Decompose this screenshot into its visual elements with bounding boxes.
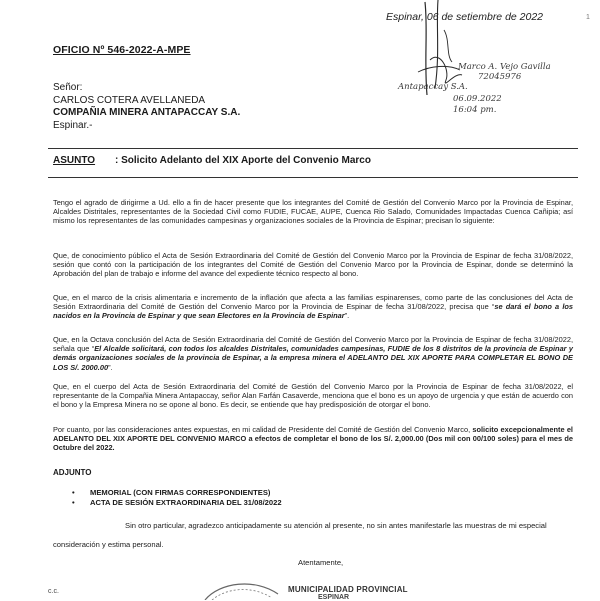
paragraph-crisis-end: ”. bbox=[344, 311, 350, 321]
paragraph-solicitud bbox=[53, 425, 573, 453]
greeting: Señor: bbox=[53, 82, 83, 93]
addressee-city: Espinar.- bbox=[53, 119, 93, 131]
adjunto-item-memorial: • MEMORIAL (CON FIRMAS CORRESPONDIENTES) bbox=[72, 488, 282, 498]
oficio-number: OFICIO Nº 546-2022-A-MPE bbox=[53, 44, 191, 56]
paragraph-crisis bbox=[53, 293, 573, 321]
addressee-company: COMPAÑIA MINERA ANTAPACCAY S.A. bbox=[53, 107, 241, 118]
paragraph-octava bbox=[53, 335, 573, 372]
subject-line bbox=[53, 155, 573, 166]
municipality-stamp-sub: ESPINAR bbox=[318, 594, 350, 601]
paragraph-intro: Tengo el agrado de dirigirme a Ud. ello a fin de hacer presente que los integrantes del Comité de Gestión del Convenio Marco por la Provincia de Espinar, Alcaldes Distritales, representantes de la Sociedad Civil como FUDIE, FUCAE, AUPE, Cuenca Rio Salado, Comunidades Impactadas Cuenca Cañipia; así mismo los representantes de las comunidades campesinas y organizaciones sociales de la Provincia de Espinar; precisan lo siguiente: bbox=[53, 198, 573, 226]
paragraph-acta: Que, de conocimiento público el Acta de Sesión Extraordinaria del Comité de Gestión del Convenio Marco por la Provincia de Espinar de fecha 31/08/2022, sesión que contó con la participación de los integrantes del Comité de Gestión del Convenio Marco por la Provincia de Espinar, donde se determinó la Aprobación del plan de trabajo e informe del avance del expediente técnico respecto al bono. bbox=[53, 251, 573, 279]
paragraph-representante: Que, en el cuerpo del Acta de Sesión Extraordinaria del Comité de Gestión del Convenio Marco por la Provincia de Espinar de fecha 31/08/2022, el representante de la Compañia Minera Antapaccay, señor Alan Farfán Casaverde, menciona que el bono es un apoyo de urgencia y que están de acuerdo con el bono y la Empresa Minera no se opone al bono. Es decir, se entiende que hay predisposición de otorgar el bono. bbox=[53, 382, 573, 410]
letter-date: Espinar, 06 de setiembre de 2022 bbox=[386, 11, 544, 23]
paragraph-solicitud-request: solicito excepcionalmente el ADELANTO DEL XIX APORTE DEL CONVENIO MARCO a efectos de completar el bono de los S/. 2,000.00 (Dos mil con 00/100 soles) para el mes de Octubre del 2022. bbox=[53, 425, 573, 453]
adjunto-list bbox=[72, 488, 282, 508]
municipality-stamp-title: MUNICIPALIDAD PROVINCIAL bbox=[288, 585, 408, 594]
receiver-name: Marco A. Vejo Gavilla bbox=[458, 62, 551, 72]
adjunto-title: ADJUNTO bbox=[53, 468, 92, 477]
closing-paragraph bbox=[53, 516, 573, 554]
signoff: Atentamente, bbox=[298, 558, 344, 567]
paragraph-octava-text: Que, en la Octava conclusión del Acta de Sesión Extraordinaria del Comité de Gestión del Convenio Marco por la Provincia de Espinar de fecha 31/08/2022, señala que “ bbox=[53, 335, 573, 354]
received-date: 06.09.2022 bbox=[453, 94, 502, 104]
paragraph-octava-quote: El Alcalde solicitará, con todos los alcaldes Distritales, comunidades campesinas, FUDIE de los 8 distritos de la provincia de Espinar y demás organizaciones sociales de la provincia de Espinar, a la empresa minera el ADELANTO DEL XIX APORTE PARA COMPLETAR EL BONO DE LOS S/. 2000.00 bbox=[53, 344, 573, 372]
subject-text: : Solicito Adelanto del XIX Aporte del Convenio Marco bbox=[115, 155, 371, 166]
official-seal-edge bbox=[200, 576, 280, 600]
paragraph-solicitud-text: Por cuanto, por las consideraciones antes expuestas, en mi calidad de Presidente del Comité de Gestión del Convenio Marco, bbox=[53, 425, 473, 434]
addressee-block bbox=[53, 82, 240, 132]
receiver-id: 72045976 bbox=[478, 72, 522, 82]
paragraph-octava-end: ”. bbox=[108, 362, 113, 372]
paragraph-crisis-text: Que, en el marco de la crisis alimentaria e incremento de la inflación que afecta a las familias espinarenses, como parte de las conclusiones del Acta de Sesión Extraordinaria del Comité de Gestión del Convenio Marco por la Provincia de Espinar de fecha 31/08/2022, precisa que “ bbox=[53, 293, 573, 312]
divider-top bbox=[48, 148, 578, 149]
copy-mark: c.c. bbox=[48, 588, 59, 595]
subject-label: ASUNTO bbox=[53, 155, 96, 166]
closing-text: Sin otro particular, agradezco anticipadamente su atención al presente, no sin antes manifestarle las muestras de mi especial consideración y estima personal. bbox=[53, 521, 547, 549]
page-mark: 1 bbox=[586, 14, 590, 21]
addressee-name: CARLOS COTERA AVELLANEDA bbox=[53, 94, 206, 106]
divider-bottom bbox=[48, 177, 578, 178]
receiver-company: Antapaccay S.A. bbox=[398, 82, 468, 92]
adjunto-item-acta: • ACTA DE SESIÓN EXTRAORDINARIA DEL 31/08/2022 bbox=[72, 498, 282, 508]
received-time: 16:04 pm. bbox=[453, 105, 497, 115]
paragraph-crisis-quote: se dará el bono a los nacidos en la Provincia de Espinar y que sean Electores en la Provincia de Espinar bbox=[53, 302, 573, 321]
